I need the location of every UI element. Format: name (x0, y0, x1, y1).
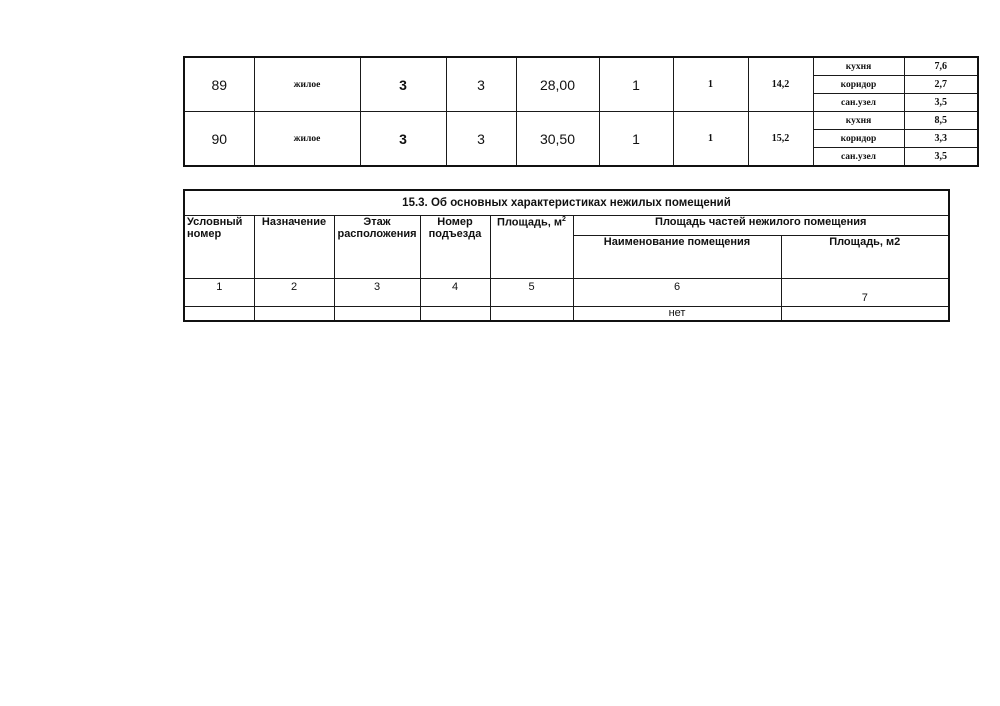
header-parts: Площадь частей нежилого помещения (573, 216, 949, 236)
part-name: сан.узел (813, 94, 904, 112)
table-row (184, 216, 949, 236)
apartment-rooms-count: 1 (673, 112, 748, 167)
part-area: 2,7 (904, 76, 978, 94)
apartment-entrance: 3 (446, 112, 516, 167)
part-name: кухня (813, 112, 904, 130)
empty-cell (490, 307, 573, 321)
table-row (184, 57, 978, 76)
section-title: 15.3. Об основных характеристиках нежилых помещений (184, 190, 949, 216)
apartment-rooms: 1 (599, 112, 673, 167)
empty-cell (420, 307, 490, 321)
apartment-number: 90 (184, 112, 254, 167)
apartments-table (183, 56, 979, 167)
part-area: 3,3 (904, 130, 978, 148)
header-part-name: Наименование помещения (573, 236, 781, 279)
col-number: 4 (420, 279, 490, 307)
table-row (184, 279, 949, 307)
empty-cell (184, 307, 254, 321)
part-name: коридор (813, 130, 904, 148)
apartment-rooms: 1 (599, 57, 673, 112)
apartment-rooms-count: 1 (673, 57, 748, 112)
header-area (490, 216, 573, 279)
col-number: 7 (781, 279, 949, 307)
part-area: 8,5 (904, 112, 978, 130)
header-cond-num: Условный номер (184, 216, 254, 279)
header-area-text: Площадь, м (497, 216, 563, 229)
header-purpose: Назначение (254, 216, 334, 279)
empty-cell (781, 307, 949, 321)
apartment-living-area: 15,2 (748, 112, 813, 167)
apartment-type: жилое (254, 112, 360, 167)
apartment-entrance: 3 (446, 57, 516, 112)
part-area: 3,5 (904, 148, 978, 167)
apartment-type: жилое (254, 57, 360, 112)
empty-cell (334, 307, 420, 321)
col-number: 3 (334, 279, 420, 307)
col-number: 2 (254, 279, 334, 307)
part-name: коридор (813, 76, 904, 94)
apartment-floor: 3 (360, 57, 446, 112)
col-number: 6 (573, 279, 781, 307)
header-part-area: Площадь, м2 (781, 236, 949, 279)
apartment-number: 89 (184, 57, 254, 112)
no-data-text: нет (573, 307, 781, 321)
part-area: 3,5 (904, 94, 978, 112)
apartment-living-area: 14,2 (748, 57, 813, 112)
empty-cell (254, 307, 334, 321)
header-floor: Этаж расположения (334, 216, 420, 279)
table-row (184, 190, 949, 216)
header-entrance: Номер подъезда (420, 216, 490, 279)
apartment-area: 30,50 (516, 112, 599, 167)
apartment-area: 28,00 (516, 57, 599, 112)
part-name: кухня (813, 57, 904, 76)
header-area-sup: 2 (562, 216, 566, 223)
table-row (184, 112, 978, 130)
part-name: сан.узел (813, 148, 904, 167)
apartment-floor: 3 (360, 112, 446, 167)
nonresidential-table (183, 189, 950, 322)
part-area: 7,6 (904, 57, 978, 76)
col-number: 5 (490, 279, 573, 307)
table-row (184, 307, 949, 321)
col-number: 1 (184, 279, 254, 307)
